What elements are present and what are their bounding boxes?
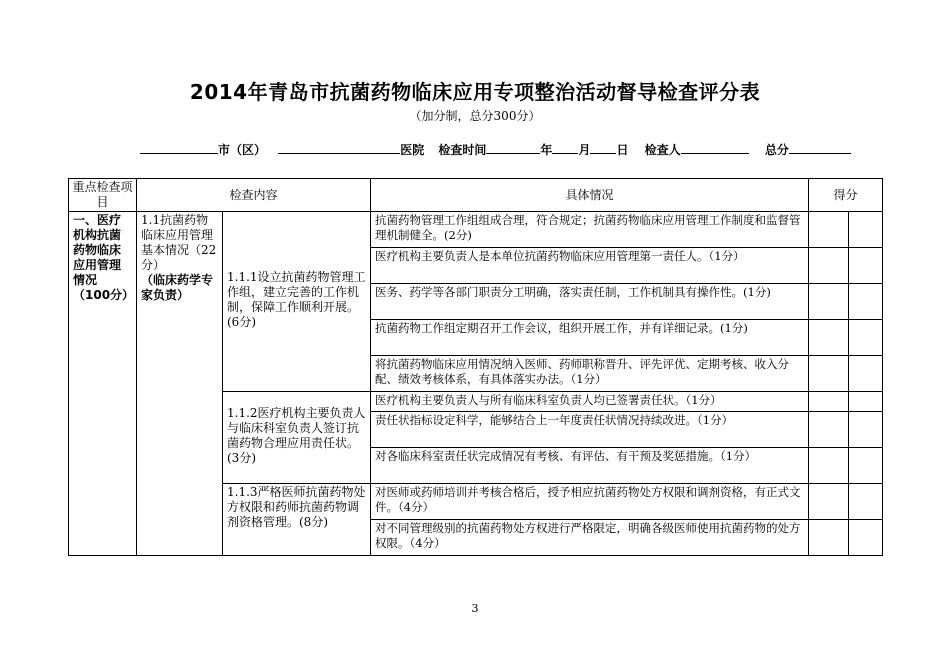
detail-cell: 对不同管理级别的抗菌药物处方权进行严格限定，明确各级医师使用抗菌药物的处方权限。（4分）	[371, 520, 809, 556]
section-text: 1.1抗菌药物临床应用管理基本情况（22分）	[141, 213, 217, 272]
detail-cell: 对各临床科室责任状完成情况有考核、有评估、有干预及奖惩措施。（1分）	[371, 448, 809, 484]
header-score: 得分	[809, 179, 883, 212]
score-cell[interactable]	[809, 520, 849, 556]
header-detail: 具体情况	[371, 179, 809, 212]
city-label: 市（区）	[218, 143, 267, 157]
score-cell[interactable]	[809, 448, 849, 484]
score-extra-cell	[849, 320, 883, 356]
total-label: 总分	[764, 143, 789, 157]
score-extra-cell	[849, 484, 883, 520]
score-cell[interactable]	[809, 484, 849, 520]
detail-cell: 将抗菌药物临床应用情况纳入医师、药师职称晋升、评先评优、定期考核、收入分配、绩效考核体系，有具体落实办法。（1分）	[371, 356, 809, 392]
item-cell: 一、医疗机构抗菌药物临床应用管理情况（100分）	[69, 212, 137, 556]
month-blank[interactable]	[552, 142, 578, 154]
detail-cell: 医务、药学等各部门职责分工明确，落实责任制，工作机制具有操作性。(1分)	[371, 284, 809, 320]
inspector-blank[interactable]	[681, 142, 749, 154]
score-table	[68, 178, 883, 556]
detail-cell: 抗菌药物工作组定期召开工作会议，组织开展工作，并有详细记录。(1分)	[371, 320, 809, 356]
score-cell[interactable]	[809, 412, 849, 448]
content-cell-2: 1.1.2医疗机构主要负责人与临床科室负责人签订抗菌药物合理应用责任状。(3分)	[223, 392, 371, 484]
header-info-line	[140, 141, 875, 158]
month-label: 月	[578, 143, 591, 157]
score-cell[interactable]	[809, 212, 849, 248]
score-extra-cell	[849, 392, 883, 412]
score-extra-cell	[849, 448, 883, 484]
score-extra-cell	[849, 212, 883, 248]
detail-cell: 对医师或药师培训并考核合格后，授予相应抗菌药物处方权限和调剂资格，有正式文件。（4分）	[371, 484, 809, 520]
inspector-label: 检查人	[644, 143, 681, 157]
detail-cell: 责任状指标设定科学，能够结合上一年度责任状情况持续改进。（1分）	[371, 412, 809, 448]
score-cell[interactable]	[809, 320, 849, 356]
score-cell[interactable]	[809, 248, 849, 284]
score-extra-cell	[849, 248, 883, 284]
page-subtitle: （加分制，总分300分）	[409, 109, 541, 123]
score-extra-cell	[849, 356, 883, 392]
score-cell[interactable]	[809, 392, 849, 412]
hospital-blank[interactable]	[278, 142, 400, 154]
day-blank[interactable]	[590, 142, 616, 154]
score-cell[interactable]	[809, 284, 849, 320]
time-label: 检查时间	[438, 143, 487, 157]
detail-cell: 抗菌药物管理工作组组成合理，符合规定；抗菌药物临床应用管理工作制度和监督管理机制健全。(2分)	[371, 212, 809, 248]
detail-cell: 医疗机构主要负责人与所有临床科室负责人均已签署责任状。（1分）	[371, 392, 809, 412]
table-header-row	[69, 179, 883, 212]
section-cell	[137, 212, 223, 556]
day-label: 日	[616, 143, 629, 157]
detail-cell: 医疗机构主要负责人是本单位抗菌药物临床应用管理第一责任人。（1分）	[371, 248, 809, 284]
total-blank[interactable]	[789, 142, 851, 154]
hospital-label: 医院	[400, 143, 425, 157]
year-label: 年	[540, 143, 553, 157]
table-row	[69, 212, 883, 248]
year-blank[interactable]	[486, 142, 540, 154]
page-title: 2014年青岛市抗菌药物临床应用专项整治活动督导检查评分表	[189, 80, 761, 104]
header-item: 重点检查项目	[69, 179, 137, 212]
score-extra-cell	[849, 520, 883, 556]
content-cell-3: 1.1.3严格医师抗菌药物处方权限和药师抗菌药物调剂资格管理。(8分)	[223, 484, 371, 556]
section-responsible: （临床药学专家负责）	[141, 273, 214, 302]
header-content: 检查内容	[137, 179, 371, 212]
score-cell[interactable]	[809, 356, 849, 392]
score-extra-cell	[849, 412, 883, 448]
city-blank[interactable]	[140, 142, 218, 154]
score-extra-cell	[849, 284, 883, 320]
content-cell-1: 1.1.1设立抗菌药物管理工作组，建立完善的工作机制，保障工作顺利开展。(6分)	[223, 212, 371, 392]
page-number: 3	[471, 602, 479, 615]
